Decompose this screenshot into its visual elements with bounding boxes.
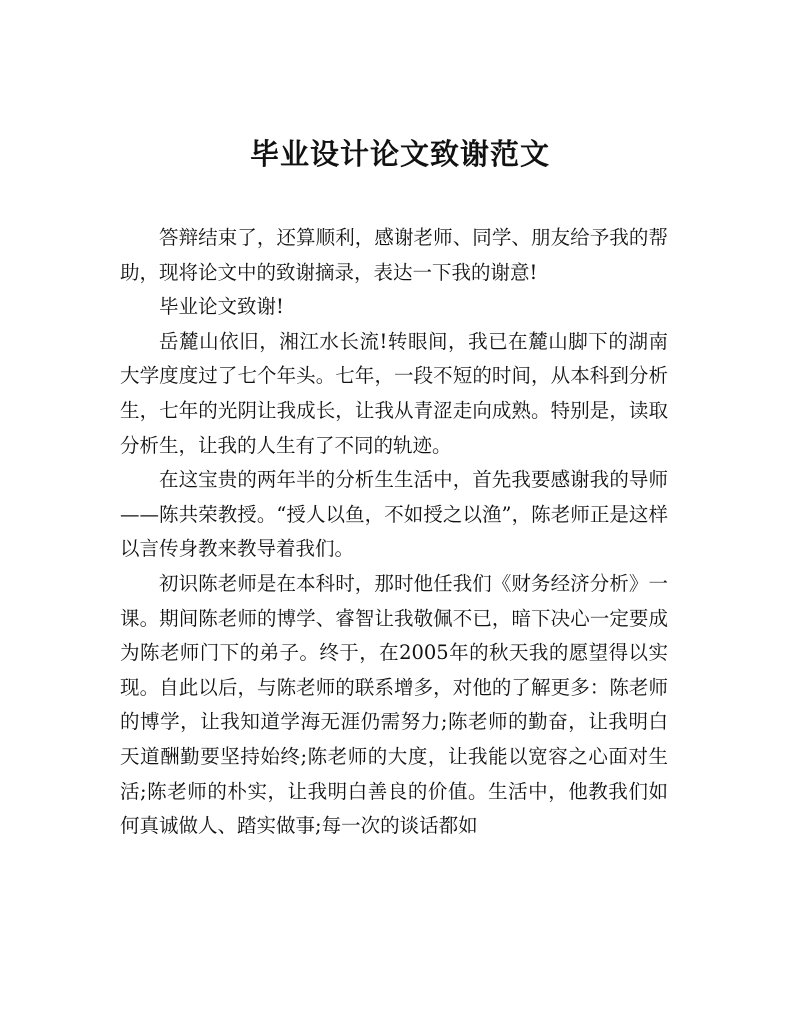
document-body <box>120 221 668 844</box>
paragraph-yuelu: 岳麓山依旧，湘江水长流!转眼间，我已在麓山脚下的湖南大学度度过了七个年头。七年，一段不短的时间，从本科到分析生，七年的光阴让我成长，让我从青涩走向成熟。特别是，读取分析生，让我的人生有了不同的轨迹。 <box>120 329 668 457</box>
paragraph-intro: 答辩结束了，还算顺利，感谢老师、同学、朋友给予我的帮助，现将论文中的致谢摘录，表达一下我的谢意! <box>120 226 668 284</box>
paragraph-advisor: 在这宝贵的两年半的分析生生活中，首先我要感谢我的导师——陈共荣教授。“授人以鱼，不如授之以渔”，陈老师正是这样以言传身教来教导着我们。 <box>120 468 668 561</box>
paragraph-first-meeting: 初识陈老师是在本科时，那时他任我们《财务经济分析》一课。期间陈老师的博学、睿智让我敬佩不已，暗下决心一定要成为陈老师门下的弟子。终于，在2005年的秋天我的愿望得以实现。自此以后，与陈老师的联系增多，对他的了解更多：陈老师的博学，让我知道学海无涯仍需努力;陈老师的勤奋，让我明白天道酬勤要坚持始终;陈老师的大度，让我能以宽容之心面对生活;陈老师的朴实，让我明白善良的价值。生活中，他教我们如何真诚做人、踏实做事;每一次的谈话都如 <box>120 571 668 838</box>
document-title: 毕业设计论文致谢范文 <box>249 137 550 171</box>
paragraph-heading: 毕业论文致谢! <box>159 295 284 319</box>
